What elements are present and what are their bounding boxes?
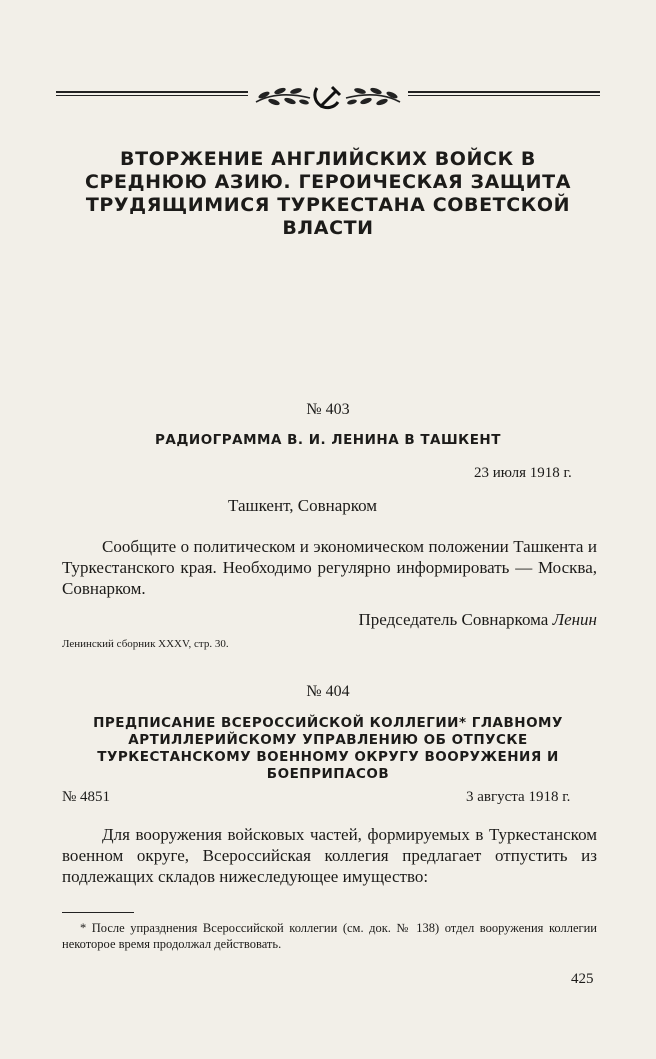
document-title-403: РАДИОГРАММА В. И. ЛЕНИНА В ТАШКЕНТ	[155, 432, 501, 448]
header-rule	[56, 80, 600, 114]
document-body-403: Сообщите о политическом и экономическом положении Ташкента и Туркестанского края. Необходимо регулярно информировать — Москва, Совнарком.	[62, 537, 597, 598]
document-number-404: № 404	[306, 683, 350, 700]
source-reference: Ленинский сборник XXXV, стр. 30.	[62, 638, 229, 650]
page-number: 425	[571, 971, 594, 987]
footnote: * После упразднения Всероссийской коллегии (см. док. № 138) отдел вооружения коллегии некоторое время продолжал действовать.	[62, 921, 597, 951]
document-title-404: ПРЕДПИСАНИЕ ВСЕРОССИЙСКОЙ КОЛЛЕГИИ* ГЛАВНОМУ АРТИЛЛЕРИЙСКОМУ УПРАВЛЕНИЮ ОБ ОТПУСКЕ ТУРКЕСТАНСКОМУ ВОЕННОМУ ОКРУГУ ВООРУЖЕНИЯ И БОЕПРИПАСОВ	[93, 715, 563, 782]
document-date-403: 23 июля 1918 г.	[474, 465, 572, 481]
document-body-404: Для вооружения войсковых частей, формируемых в Туркестанском военном округе, Всероссийская коллегия предлагает отпустить из подлежащих складов нижеследующее имущество:	[62, 825, 597, 886]
outgoing-number: № 4851	[62, 789, 111, 805]
document-number-403: № 403	[306, 401, 350, 418]
signature-block	[290, 610, 597, 630]
footnote-separator	[62, 912, 134, 913]
signature-title: Председатель Совнаркома	[358, 610, 549, 629]
hammer-sickle-wreath-icon	[248, 80, 408, 114]
section-title: ВТОРЖЕНИЕ АНГЛИЙСКИХ ВОЙСК В СРЕДНЮЮ АЗИЮ. ГЕРОИЧЕСКАЯ ЗАЩИТА ТРУДЯЩИМИСЯ ТУРКЕСТАНА СОВЕТСКОЙ ВЛАСТИ	[84, 148, 572, 239]
signature-name: Ленин	[552, 610, 597, 629]
addressee: Ташкент, Совнарком	[228, 496, 378, 515]
document-date-404: 3 августа 1918 г.	[466, 789, 571, 805]
